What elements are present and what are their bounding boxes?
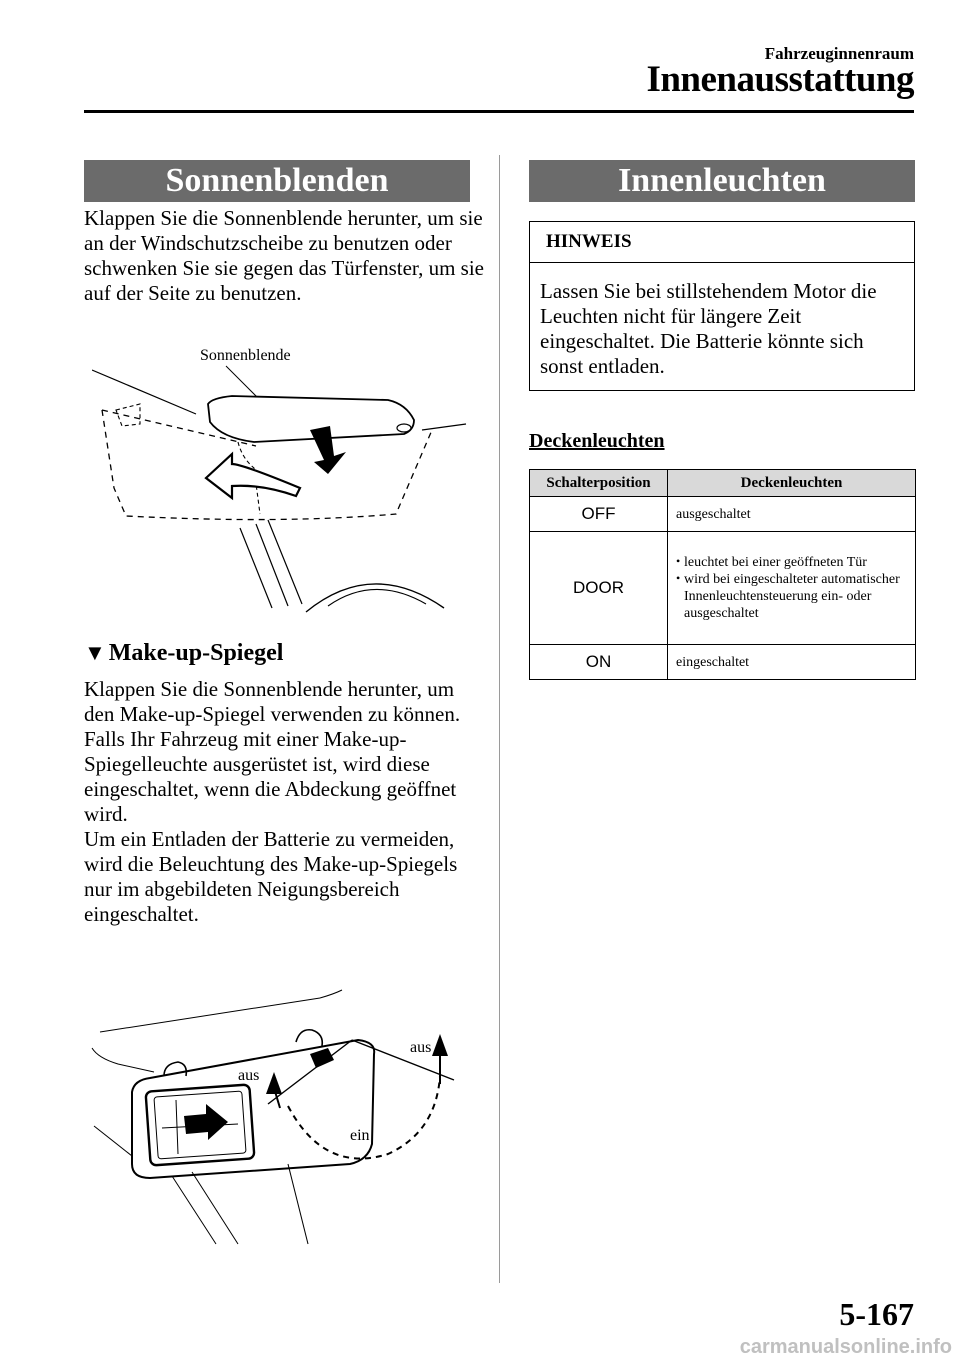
switch-position-off: OFF [530, 497, 668, 532]
column-divider [499, 155, 500, 1283]
sun-visor-banner: Sonnenblenden [84, 160, 470, 202]
triangle-bullet-icon: ▼ [84, 640, 106, 665]
bullet-item: • leuchtet bei einer geöffneten Tür [676, 554, 907, 571]
mirror-heading [84, 640, 283, 667]
sun-visor-label: Sonnenblende [200, 347, 291, 364]
vanity-mirror-figure [88, 988, 474, 1246]
switch-description: eingeschaltet [668, 645, 916, 680]
page-title: Innenausstattung [646, 59, 914, 100]
switch-description: ausgeschaltet [668, 497, 916, 532]
switch-description [668, 532, 916, 645]
interior-lights-banner: Innenleuchten [529, 160, 915, 202]
table-row [530, 532, 916, 645]
table-row [530, 645, 916, 680]
section-label: Fahrzeuginnenraum [764, 44, 914, 63]
header-rule [84, 110, 914, 113]
table-header-row [530, 470, 916, 497]
note-box [529, 221, 915, 391]
label-ein: ein [350, 1127, 370, 1144]
ceiling-lights-heading: Deckenleuchten [529, 430, 665, 452]
switch-position-on: ON [530, 645, 668, 680]
note-text: Lassen Sie bei stillstehendem Motor die Leuchten nicht für längere Zeit eingeschaltet. Die Batterie könnte sich sonst entladen. [540, 279, 877, 378]
note-title: HINWEIS [530, 222, 914, 263]
sun-visor-figure [92, 338, 472, 618]
ceiling-lights-table [529, 469, 916, 680]
table-header: Schalterposition [530, 470, 668, 497]
switch-position-door: DOOR [530, 532, 668, 645]
mirror-text: Klappen Sie die Sonnenblende herunter, um den Make-up-Spiegel verwenden zu können. Falls Ihr Fahrzeug mit einer Make-up-Spiegelleuchte ausgerüstet ist, wird diese eingeschaltet, wenn die Abdeckung geöffnet wird. Um ein Entladen der Batterie zu vermeiden, wird die Beleuchtung des Make-up-Spiegels nur im abgebildeten Neigungsbereich eingeschaltet. [84, 677, 461, 926]
table-header: Deckenleuchten [668, 470, 916, 497]
watermark: carmanualsonline.info [739, 1336, 952, 1358]
page-number: 5-167 [839, 1296, 914, 1332]
bullet-item: • wird bei eingeschalteter automatischer Innenleuchtensteuerung ein- oder ausgeschaltet [676, 571, 907, 622]
sun-visor-intro: Klappen Sie die Sonnenblende herunter, um sie an der Windschutzscheibe zu benutzen oder schwenken Sie sie gegen das Türfenster, um sie auf der Seite zu benutzen. [84, 206, 484, 305]
label-aus-left: aus [238, 1067, 260, 1084]
mirror-heading-text: Make-up-Spiegel [108, 640, 284, 666]
label-aus-right: aus [410, 1039, 432, 1056]
table-row [530, 497, 916, 532]
